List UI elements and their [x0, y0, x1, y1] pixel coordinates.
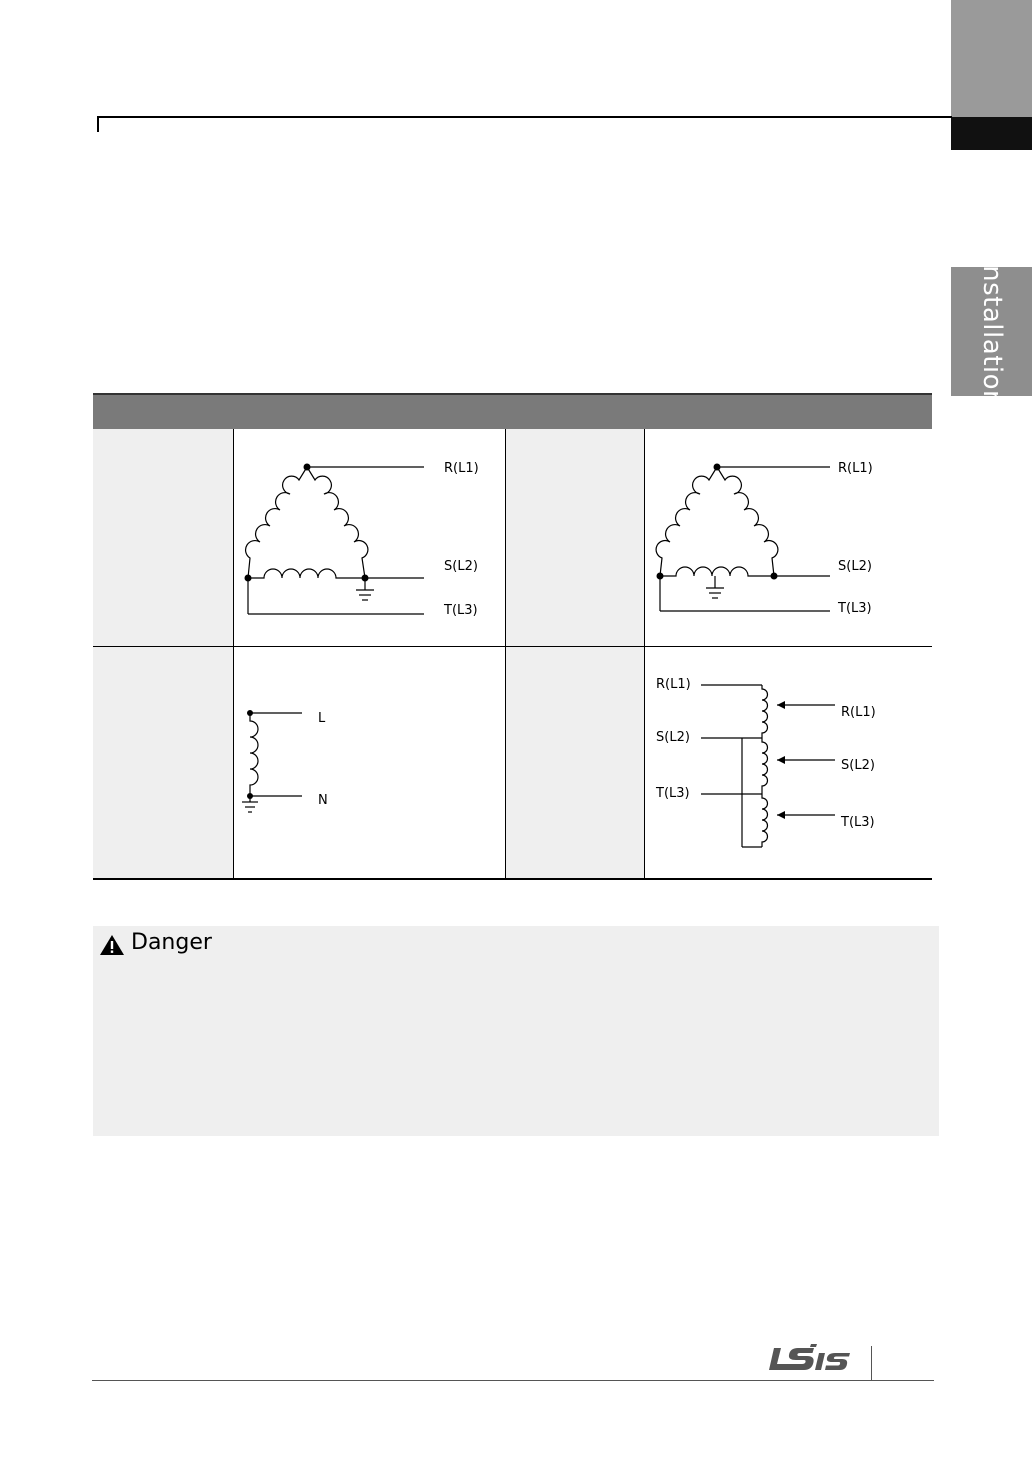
delta-grounded-midpoint-diagram [645, 430, 932, 646]
header-rule [97, 116, 952, 118]
table-bottom-rule [93, 878, 932, 880]
footer-divider [871, 1346, 872, 1380]
section-tab[interactable] [951, 256, 1032, 407]
delta-grounded-corner-diagram [234, 430, 504, 646]
terminal-t-label: T(L3) [838, 601, 872, 616]
company-logo [768, 1340, 858, 1374]
three-phase-series-diagram [645, 647, 932, 877]
terminal-t-label: T(L3) [444, 603, 478, 618]
danger-callout [93, 926, 939, 1136]
chapter-tab-gray [951, 0, 1032, 117]
table-label-cell [93, 429, 233, 880]
chapter-tab-black [951, 117, 1032, 150]
input-r-label: R(L1) [841, 705, 876, 720]
winding-t-label: T(L3) [656, 786, 690, 801]
input-t-label: T(L3) [841, 815, 875, 830]
input-s-label: S(L2) [841, 758, 875, 773]
section-tab-label: Installation [976, 256, 1007, 407]
terminal-s-label: S(L2) [444, 559, 478, 574]
terminal-s-label: S(L2) [838, 559, 872, 574]
winding-r-label: R(L1) [656, 677, 691, 692]
neutral-terminal-label: N [318, 793, 328, 808]
table-label-cell [505, 429, 644, 880]
danger-title: Danger [131, 930, 212, 955]
footer-rule [92, 1380, 934, 1381]
single-phase-diagram [234, 647, 504, 877]
warning-icon [99, 934, 125, 956]
table-divider [505, 429, 506, 879]
header-rule-tick [97, 116, 99, 132]
terminal-r-label: R(L1) [444, 461, 479, 476]
winding-s-label: S(L2) [656, 730, 690, 745]
line-terminal-label: L [318, 711, 326, 726]
table-header-row [93, 393, 932, 429]
terminal-r-label: R(L1) [838, 461, 873, 476]
